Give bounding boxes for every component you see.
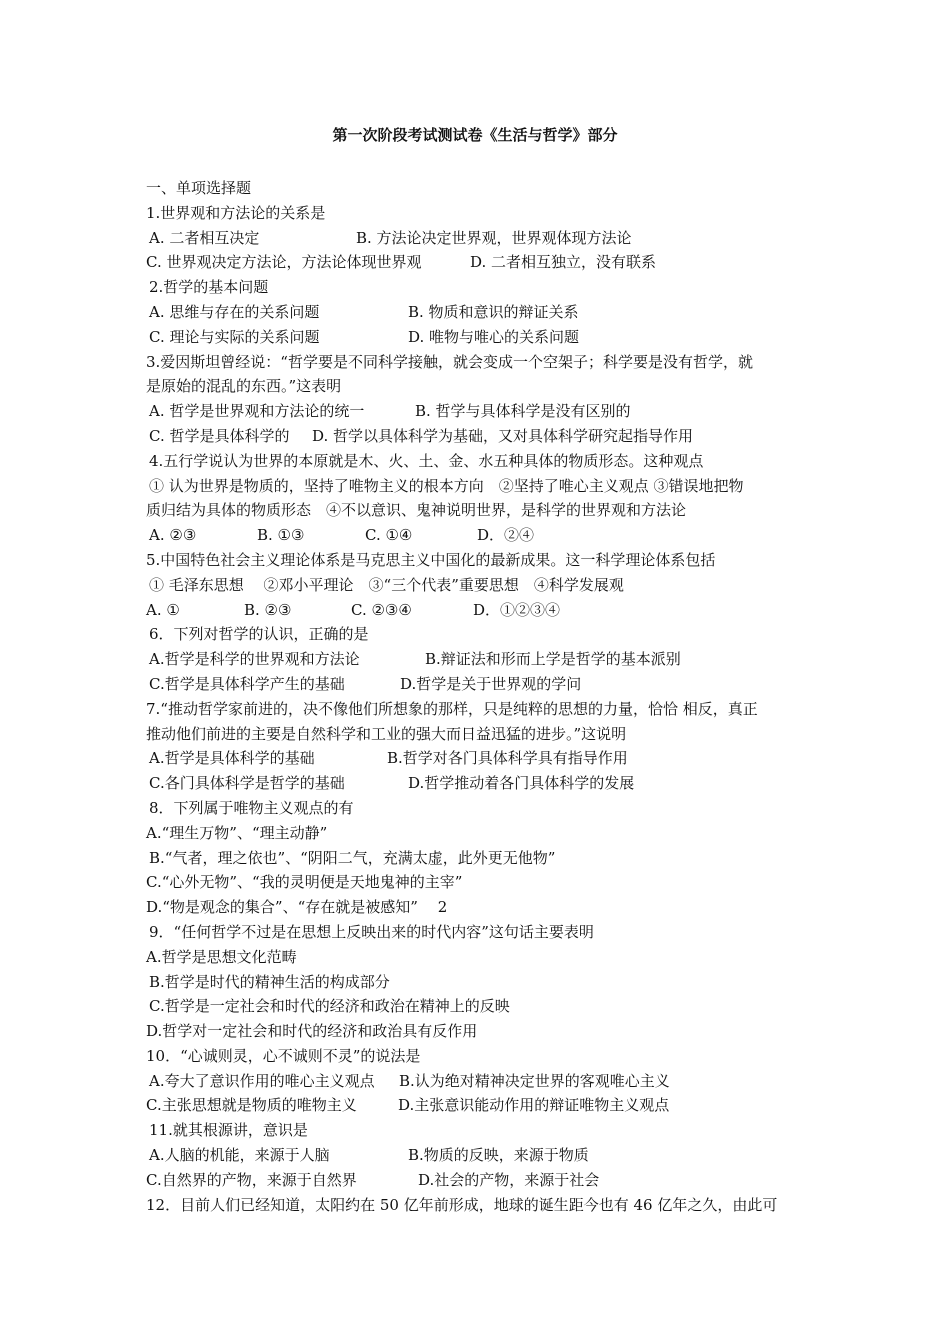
option-c: C.“心外无物”、“我的灵明便是天地鬼神的主宰” — [146, 873, 463, 892]
question-stem: 6．下列对哲学的认识，正确的是 — [149, 625, 369, 644]
question-stem-continued: 是原始的混乱的东西。”这表明 — [146, 377, 342, 396]
option-row — [146, 598, 814, 623]
option-d: D. 哲学以具体科学为基础，又对具体科学研究起指导作用 — [312, 426, 694, 445]
option-row — [146, 771, 814, 796]
question-7 — [146, 697, 814, 796]
option-b: B. 方法论决定世界观，世界观体现方法论 — [356, 228, 632, 247]
option-a: A. ②③ — [149, 526, 197, 545]
question-2 — [146, 275, 814, 349]
question-10 — [146, 1044, 814, 1118]
option-d: D.主张意识能动作用的辩证唯物主义观点 — [398, 1096, 670, 1115]
option-a: A.哲学是具体科学的基础 — [149, 749, 315, 768]
option-row — [146, 300, 814, 325]
option-row — [146, 325, 814, 350]
question-stem: 7.“推动哲学家前进的，决不像他们所想象的那样，只是纯粹的思想的力量，恰恰 相反，真正 — [146, 699, 758, 718]
option-row — [146, 523, 814, 548]
option-c: C.哲学是具体科学产生的基础 — [149, 674, 345, 693]
option-d: D. 二者相互独立，没有联系 — [470, 253, 657, 272]
statement-list: ① 毛泽东思想 ②邓小平理论 ③“三个代表”重要思想 ④科学发展观 — [149, 575, 624, 594]
option-b: B. 哲学与具体科学是没有区别的 — [415, 402, 631, 421]
option-a: A. 哲学是世界观和方法论的统一 — [149, 402, 365, 421]
document-body — [146, 176, 814, 1217]
question-stem: 10．“心诚则灵，心不诚则不灵”的说法是 — [146, 1046, 421, 1065]
option-b: B.物质的反映，来源于物质 — [408, 1146, 589, 1165]
option-row — [146, 672, 814, 697]
question-5 — [146, 548, 814, 622]
option-row — [146, 226, 814, 251]
option-row — [146, 1069, 814, 1094]
question-stem: 1.世界观和方法论的关系是 — [146, 203, 326, 222]
option-row — [146, 1143, 814, 1168]
option-c: C.主张思想就是物质的唯物主义 — [146, 1096, 357, 1115]
question-stem: 2.哲学的基本问题 — [149, 278, 269, 297]
option-c: C. 理论与实际的关系问题 — [149, 327, 320, 346]
option-a: A.哲学是科学的世界观和方法论 — [149, 650, 360, 669]
option-row — [146, 1168, 814, 1193]
option-row — [146, 424, 814, 449]
option-d: D.哲学推动着各门具体科学的发展 — [408, 774, 635, 793]
statement-list-continued: 质归结为具体的物质形态 ④不以意识、鬼神说明世界，是科学的世界观和方法论 — [146, 501, 687, 520]
option-b: B.“气者，理之依也”、“阴阳二气，充满太虚，此外更无他物” — [149, 848, 556, 867]
option-b: B.哲学是时代的精神生活的构成部分 — [149, 972, 390, 991]
question-1 — [146, 201, 814, 275]
question-stem: 9．“任何哲学不过是在思想上反映出来的时代内容”这句话主要表明 — [149, 922, 594, 941]
question-3 — [146, 350, 814, 449]
option-b: B. ①③ — [257, 526, 305, 545]
question-stem: 3.爱因斯坦曾经说：“哲学要是不同科学接触，就会变成一个空架子；科学要是没有哲学，就 — [146, 352, 753, 371]
question-9 — [146, 920, 814, 1044]
option-b: B. 物质和意识的辩证关系 — [408, 302, 579, 321]
question-stem: 12．目前人们已经知道，太阳约在 50 亿年前形成，地球的诞生距今也有 46 亿年之久，由此可 — [146, 1195, 778, 1214]
option-c: C. 世界观决定方法论，方法论体现世界观 — [146, 253, 422, 272]
option-a: A. 思维与存在的关系问题 — [149, 302, 320, 321]
option-d: D. 唯物与唯心的关系问题 — [408, 327, 580, 346]
document-title: 第一次阶段考试测试卷《生活与哲学》部分 — [332, 126, 618, 144]
question-stem: 11.就其根源讲，意识是 — [149, 1121, 308, 1140]
section-heading: 一、单项选择题 — [146, 179, 252, 197]
option-row — [146, 746, 814, 771]
option-d: D.哲学对一定社会和时代的经济和政治具有反作用 — [146, 1022, 478, 1041]
option-d: D.哲学是关于世界观的学问 — [400, 674, 582, 693]
option-a: A.“理生万物”、“理主动静” — [146, 823, 328, 842]
option-b: B.哲学对各门具体科学具有指导作用 — [387, 749, 628, 768]
option-row — [146, 250, 814, 275]
question-stem: 5.中国特色社会主义理论体系是马克思主义中国化的最新成果。这一科学理论体系包括 — [146, 550, 716, 569]
question-stem: 8．下列属于唯物主义观点的有 — [149, 798, 354, 817]
question-8 — [146, 796, 814, 920]
question-11 — [146, 1118, 814, 1192]
option-b: B.辩证法和形而上学是哲学的基本派别 — [425, 650, 681, 669]
question-stem-continued: 推动他们前进的主要是自然科学和工业的强大而日益迅猛的进步。”这说明 — [146, 724, 627, 743]
option-c: C.各门具体科学是哲学的基础 — [149, 774, 345, 793]
option-d: D.社会的产物，来源于社会 — [418, 1170, 600, 1189]
question-12 — [146, 1193, 814, 1218]
option-c: C.自然界的产物，来源于自然界 — [146, 1170, 357, 1189]
option-c: C. 哲学是具体科学的 — [149, 426, 290, 445]
option-a: A. ① — [146, 600, 180, 619]
option-a: A.人脑的机能，来源于人脑 — [149, 1146, 330, 1165]
option-row — [146, 1093, 814, 1118]
question-6 — [146, 622, 814, 696]
option-b: B.认为绝对精神决定世界的客观唯心主义 — [399, 1071, 670, 1090]
option-c: C.哲学是一定社会和时代的经济和政治在精神上的反映 — [149, 997, 510, 1016]
option-b: B. ②③ — [244, 600, 292, 619]
option-d: D．②④ — [477, 526, 535, 545]
statement-list: ① 认为世界是物质的，坚持了唯物主义的根本方向 ②坚持了唯心主义观点 ③错误地把物 — [149, 476, 744, 495]
option-a: A.哲学是思想文化范畴 — [146, 947, 297, 966]
option-c: C. ①④ — [365, 526, 413, 545]
option-c: C. ②③④ — [351, 600, 412, 619]
option-row — [146, 399, 814, 424]
option-a: A.夸大了意识作用的唯心主义观点 — [149, 1071, 375, 1090]
option-row — [146, 647, 814, 672]
question-stem: 4.五行学说认为世界的本原就是木、火、土、金、水五种具体的物质形态。这种观点 — [149, 451, 704, 470]
option-a: A. 二者相互决定 — [149, 228, 260, 247]
option-d: D．①②③④ — [473, 600, 561, 619]
option-d: D.“物是观念的集合”、“存在就是被感知” 2 — [146, 898, 448, 917]
question-4 — [146, 449, 814, 548]
